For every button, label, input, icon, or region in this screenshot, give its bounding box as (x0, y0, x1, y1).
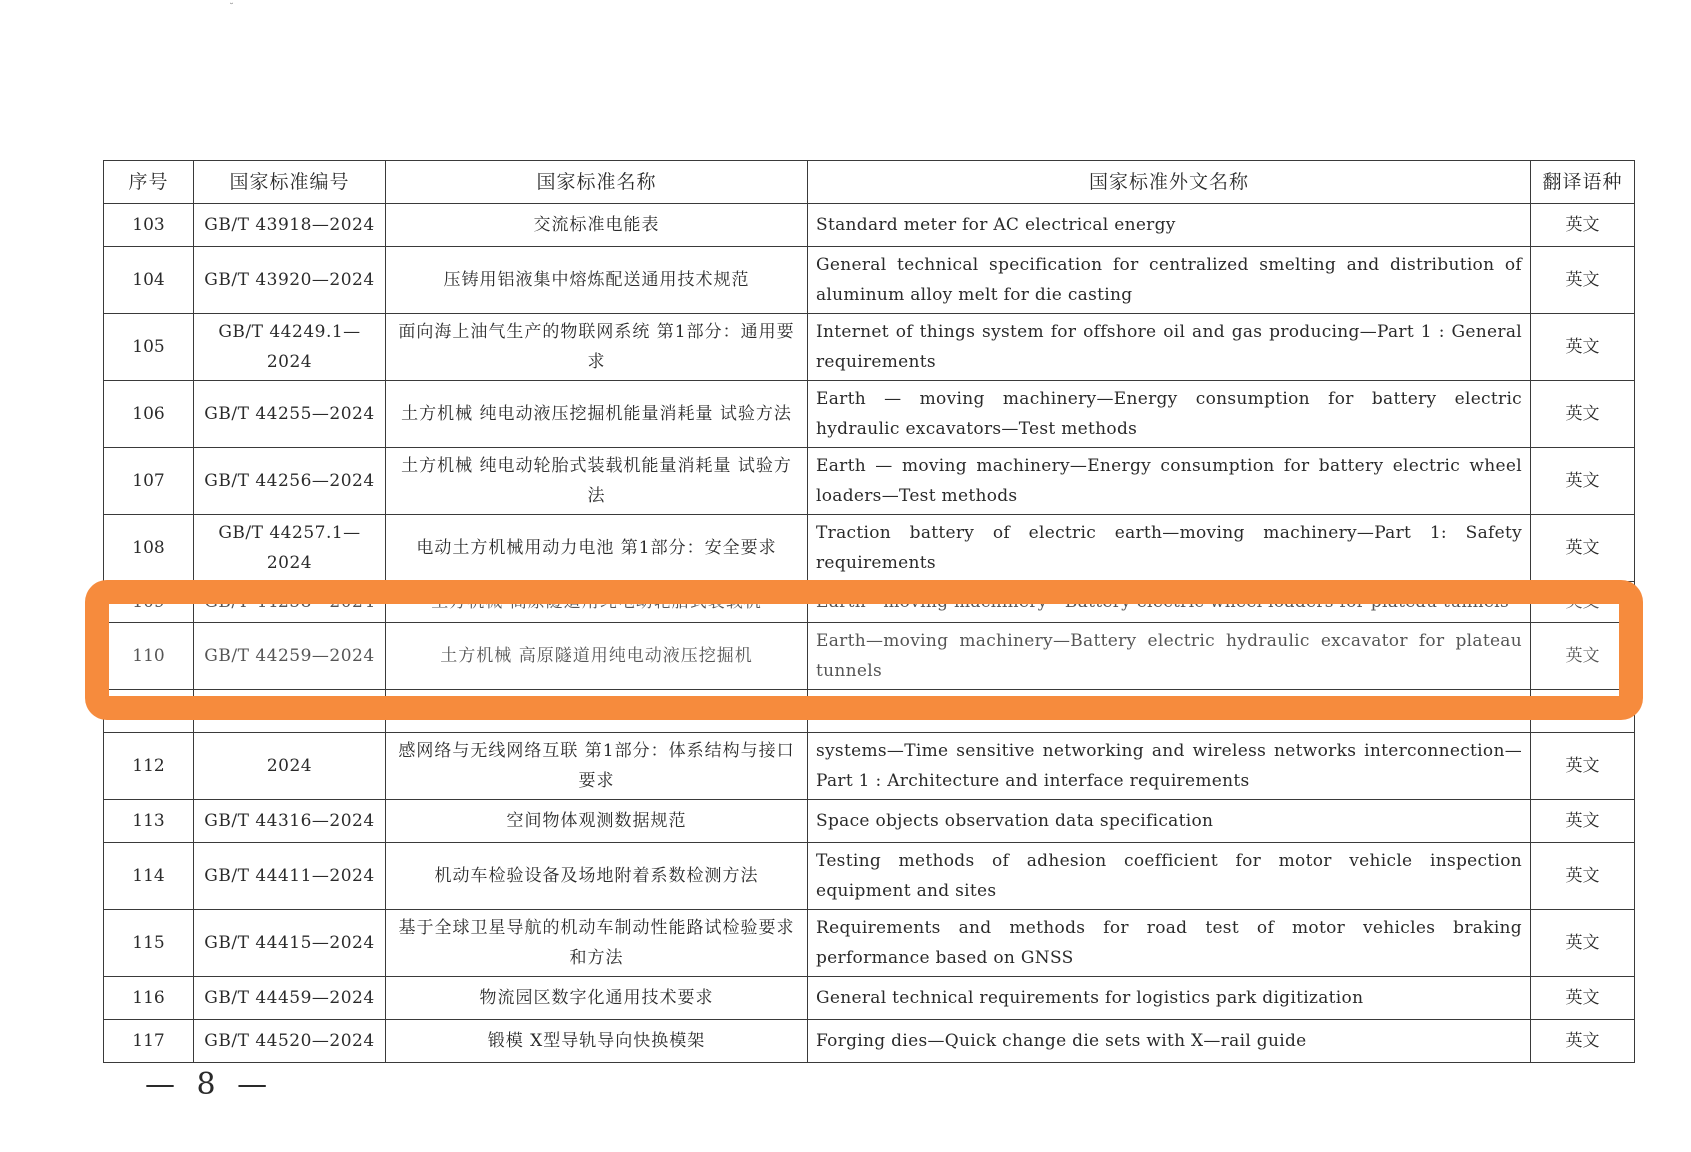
row-en-name: General specifications of photovoltaic module cleaning robots (808, 690, 1531, 733)
row-code: GB/T 44259—2024 (194, 623, 386, 690)
row-name: 光伏组件清洁机器人通用技术条件 (386, 690, 808, 733)
page-number: — 8 — (145, 1067, 274, 1102)
row-code: GB/T 44411—2024 (194, 843, 386, 910)
row-en-name: systems—Time sensitive networking and wireless networks interconnection— Part 1 : Architecture and interface requirements (808, 733, 1531, 800)
row-code: 2024 (194, 733, 386, 800)
row-name: 机动车检验设备及场地附着系数检测方法 (386, 843, 808, 910)
header-en-name: 国家标准外文名称 (808, 161, 1531, 204)
row-lang: 英文 (1531, 515, 1635, 582)
row-en-name: Earth — moving machinery—Energy consumption for battery electric hydraulic excavators—Test methods (808, 381, 1531, 448)
row-code: GB/T 44249.1—2024 (194, 314, 386, 381)
table-row-highlighted (104, 690, 1635, 733)
row-en-name: Internet of things system for offshore oil and gas producing—Part 1 : General requirements (808, 314, 1531, 381)
table-row (104, 910, 1635, 977)
row-name: 压铸用铝液集中熔炼配送通用技术规范 (386, 247, 808, 314)
row-lang: 英文 (1531, 690, 1635, 733)
row-en-name: Testing methods of adhesion coefficient for motor vehicle inspection equipment and sites (808, 843, 1531, 910)
row-lang: 英文 (1531, 910, 1635, 977)
row-en-name: Earth—moving machinery—Battery electric wheel loaders for plateau tunnels (808, 582, 1531, 623)
table-row (104, 204, 1635, 247)
row-en-name: General technical requirements for logistics park digitization (808, 977, 1531, 1020)
row-num: 111 (104, 690, 194, 733)
row-num: 110 (104, 623, 194, 690)
row-num: 105 (104, 314, 194, 381)
row-code: GB/T 44316—2024 (194, 800, 386, 843)
row-name: 土方机械 高原隧道用纯电动轮胎式装载机 (386, 582, 808, 623)
table-row (104, 1020, 1635, 1063)
row-en-name: Requirements and methods for road test of motor vehicles braking performance based on GNSS (808, 910, 1531, 977)
table-row (104, 800, 1635, 843)
row-code: GB/T 44258—2024 (194, 582, 386, 623)
row-lang: 英文 (1531, 843, 1635, 910)
row-lang: 英文 (1531, 733, 1635, 800)
table-row (104, 733, 1635, 800)
row-name: 空间物体观测数据规范 (386, 800, 808, 843)
row-code: GB/T 44264—2024 (194, 690, 386, 733)
row-en-name: Traction battery of electric earth—moving machinery—Part 1: Safety requirements (808, 515, 1531, 582)
table-row (104, 843, 1635, 910)
row-num: 109 (104, 582, 194, 623)
table-header-row (104, 161, 1635, 204)
table-row (104, 381, 1635, 448)
header-num: 序号 (104, 161, 194, 204)
header-code: 国家标准编号 (194, 161, 386, 204)
row-code: GB/T 44257.1—2024 (194, 515, 386, 582)
row-name: 锻模 X型导轨导向快换模架 (386, 1020, 808, 1063)
row-lang: 英文 (1531, 623, 1635, 690)
table-row (104, 582, 1635, 623)
row-num: 116 (104, 977, 194, 1020)
scan-speck: ˘ (229, 3, 234, 14)
row-code: GB/T 43920—2024 (194, 247, 386, 314)
table-row (104, 314, 1635, 381)
row-lang: 英文 (1531, 314, 1635, 381)
row-en-name: Earth—moving machinery—Battery electric hydraulic excavator for plateau tunnels (808, 623, 1531, 690)
row-lang: 英文 (1531, 381, 1635, 448)
row-name: 土方机械 纯电动轮胎式装载机能量消耗量 试验方法 (386, 448, 808, 515)
row-name: 交流标准电能表 (386, 204, 808, 247)
row-lang: 英文 (1531, 800, 1635, 843)
row-code: GB/T 44255—2024 (194, 381, 386, 448)
row-code: GB/T 44459—2024 (194, 977, 386, 1020)
row-name: 感网络与无线网络互联 第1部分：体系结构与接口要求 (386, 733, 808, 800)
row-code: GB/T 43918—2024 (194, 204, 386, 247)
row-name: 土方机械 高原隧道用纯电动液压挖掘机 (386, 623, 808, 690)
row-lang: 英文 (1531, 204, 1635, 247)
header-lang: 翻译语种 (1531, 161, 1635, 204)
row-name: 物流园区数字化通用技术要求 (386, 977, 808, 1020)
row-num: 108 (104, 515, 194, 582)
row-en-name: Earth — moving machinery—Energy consumption for battery electric wheel loaders—Test methods (808, 448, 1531, 515)
row-en-name: Forging dies—Quick change die sets with X—rail guide (808, 1020, 1531, 1063)
row-en-name: General technical specification for centralized smelting and distribution of aluminum alloy melt for die casting (808, 247, 1531, 314)
row-num: 103 (104, 204, 194, 247)
row-num: 112 (104, 733, 194, 800)
row-lang: 英文 (1531, 1020, 1635, 1063)
row-num: 107 (104, 448, 194, 515)
row-name: 面向海上油气生产的物联网系统 第1部分：通用要求 (386, 314, 808, 381)
row-num: 104 (104, 247, 194, 314)
table-row (104, 247, 1635, 314)
table-row (104, 623, 1635, 690)
row-num: 106 (104, 381, 194, 448)
standards-table (103, 160, 1635, 1063)
row-lang: 英文 (1531, 247, 1635, 314)
row-lang: 英文 (1531, 448, 1635, 515)
row-code: GB/T 44520—2024 (194, 1020, 386, 1063)
table-row (104, 977, 1635, 1020)
row-lang: 英文 (1531, 582, 1635, 623)
header-name: 国家标准名称 (386, 161, 808, 204)
row-code: GB/T 44415—2024 (194, 910, 386, 977)
row-name: 电动土方机械用动力电池 第1部分：安全要求 (386, 515, 808, 582)
row-num: 115 (104, 910, 194, 977)
row-num: 113 (104, 800, 194, 843)
row-num: 117 (104, 1020, 194, 1063)
row-lang: 英文 (1531, 977, 1635, 1020)
table-row (104, 515, 1635, 582)
row-code: GB/T 44256—2024 (194, 448, 386, 515)
row-en-name: Space objects observation data specification (808, 800, 1531, 843)
row-name: 土方机械 纯电动液压挖掘机能量消耗量 试验方法 (386, 381, 808, 448)
row-en-name: Standard meter for AC electrical energy (808, 204, 1531, 247)
table-row (104, 448, 1635, 515)
row-name: 基于全球卫星导航的机动车制动性能路试检验要求和方法 (386, 910, 808, 977)
row-num: 114 (104, 843, 194, 910)
